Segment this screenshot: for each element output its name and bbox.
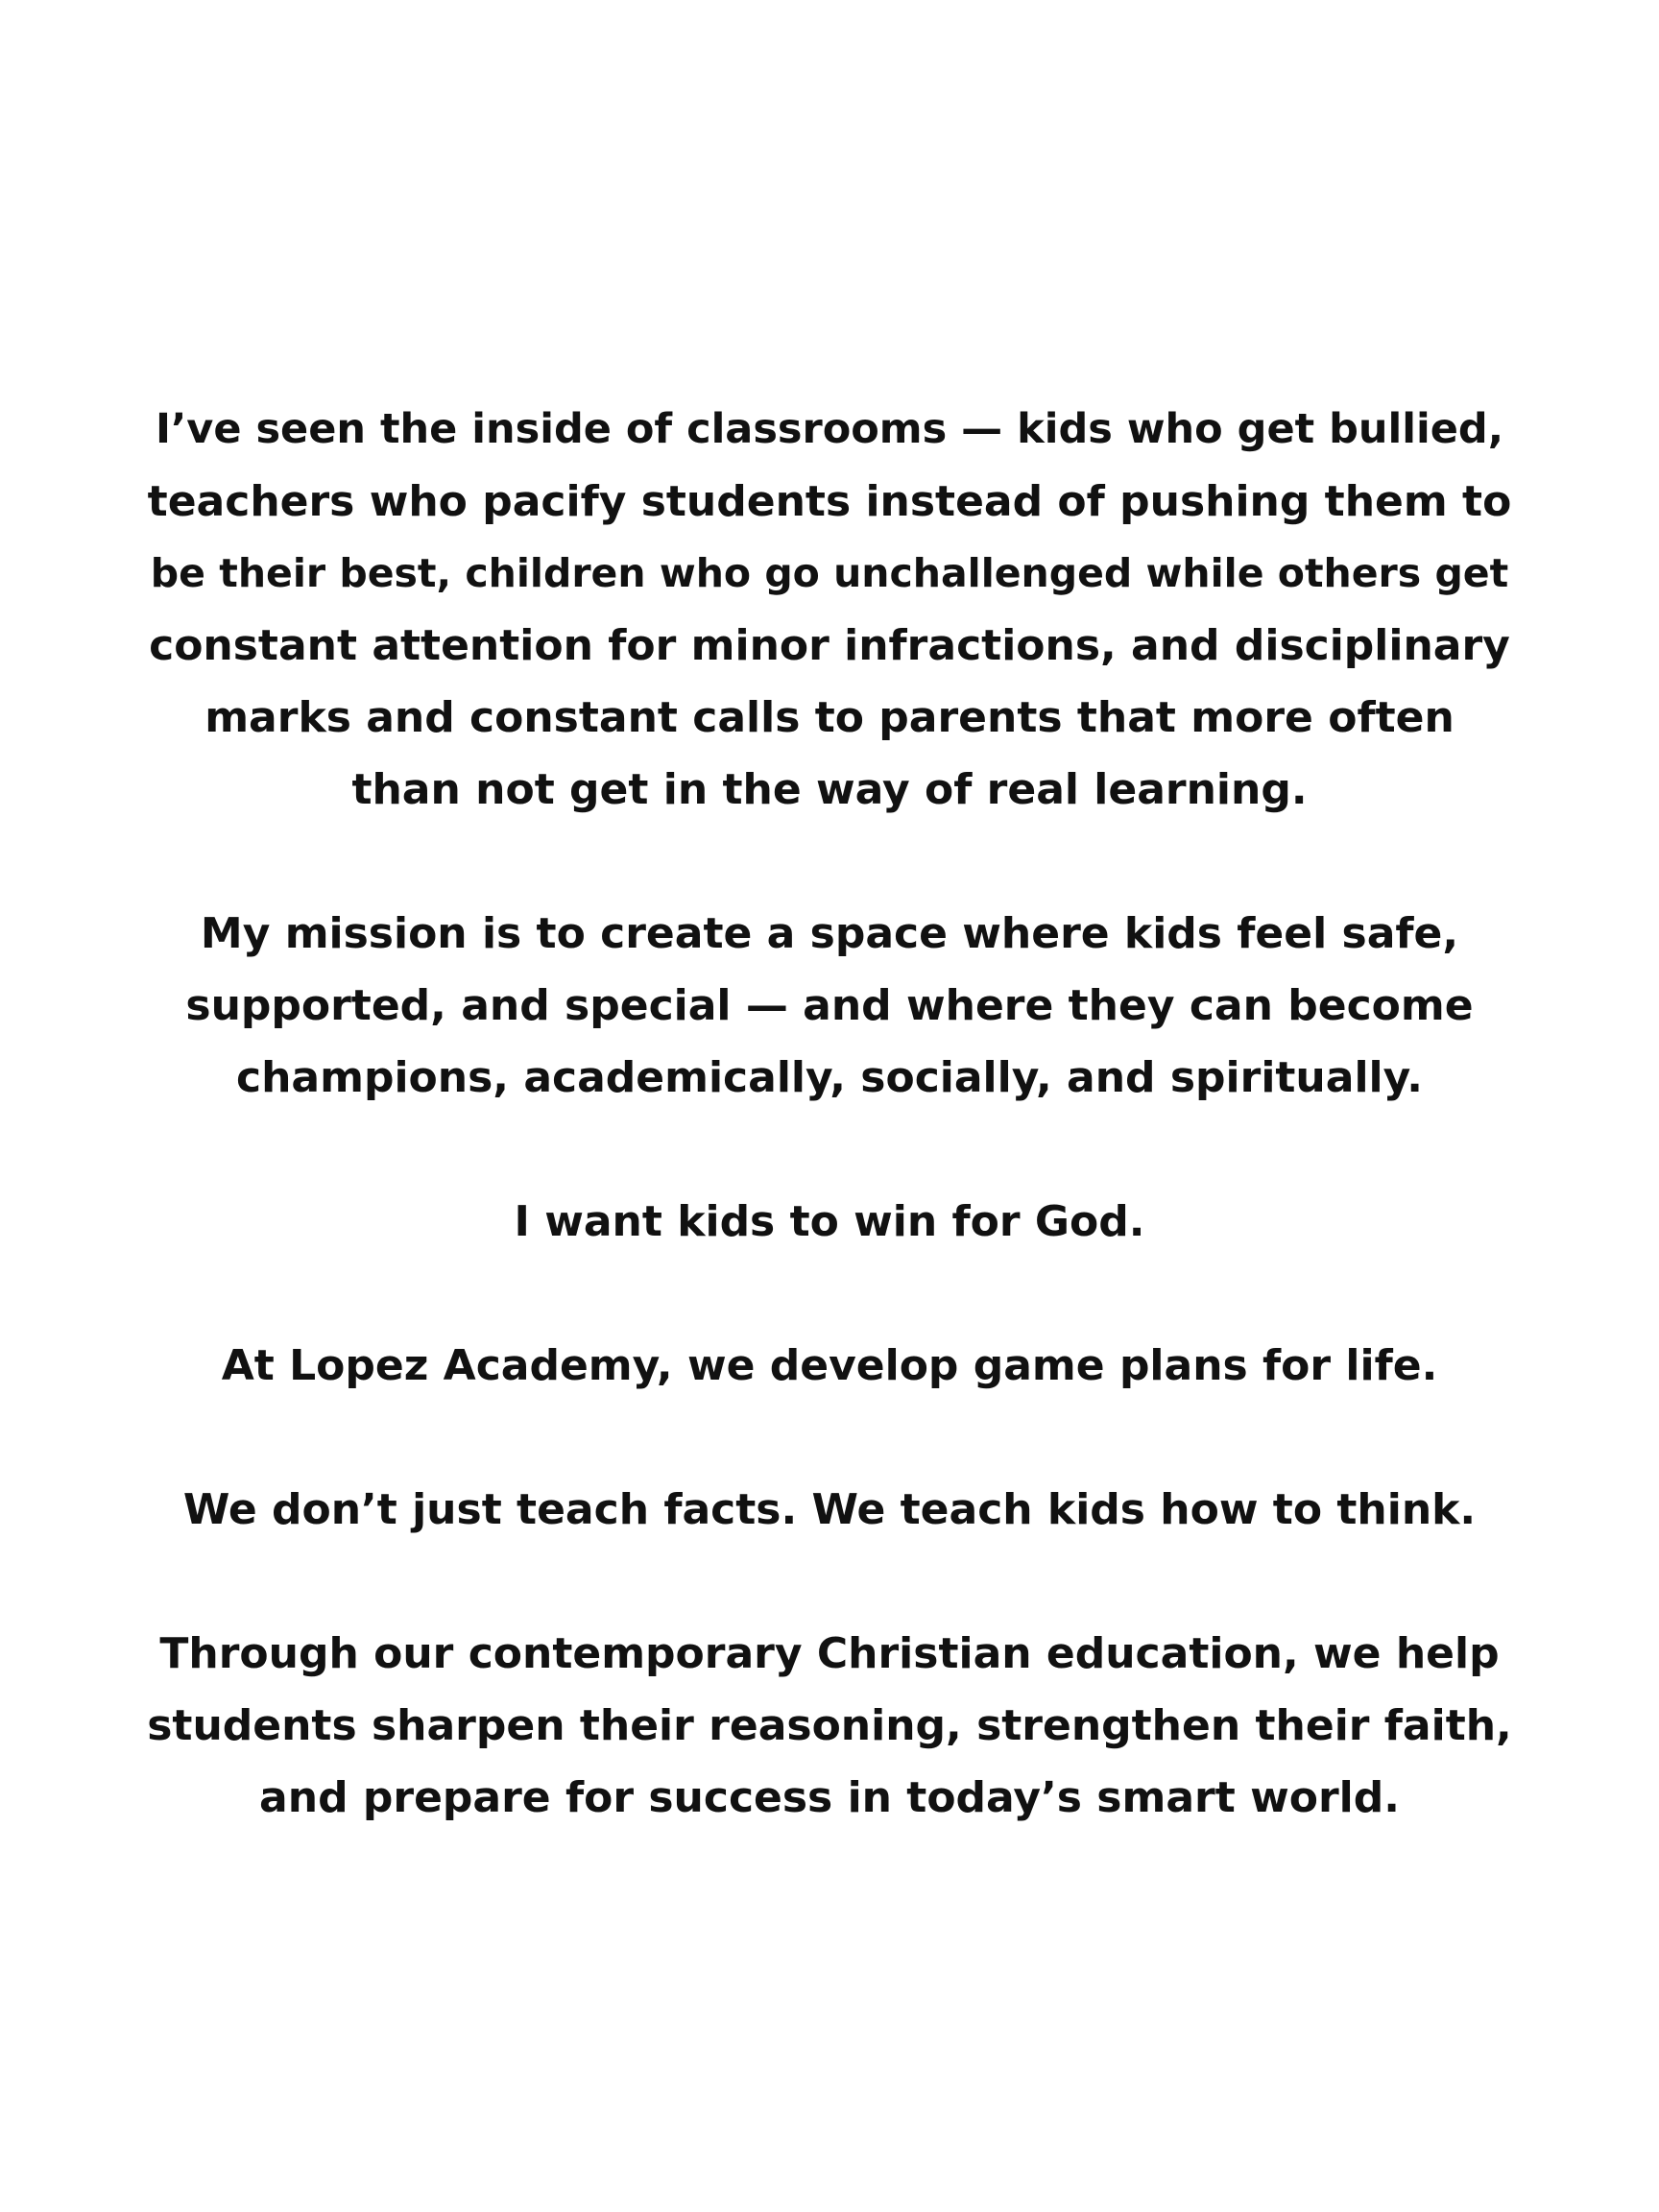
text-line: teachers who pacify students instead of pushing them to xyxy=(147,477,1512,526)
text-line: My mission is to create a space where kids feel safe, xyxy=(200,909,1459,958)
paragraph-how-to-think xyxy=(144,1474,1515,1546)
text-line: I want kids to win for God. xyxy=(514,1197,1145,1246)
paragraph-classroom-experience xyxy=(144,394,1515,826)
paragraph-spacer xyxy=(144,826,1515,898)
text-line: champions, academically, socially, and spiritually. xyxy=(236,1053,1423,1102)
text-line: marks and constant calls to parents that more often xyxy=(204,693,1455,742)
paragraph-christian-education xyxy=(144,1618,1515,1834)
paragraph-game-plans xyxy=(144,1330,1515,1402)
mission-statement xyxy=(144,394,1515,1834)
text-line: We don’t just teach facts. We teach kids how to think. xyxy=(182,1485,1477,1534)
paragraph-spacer xyxy=(144,1258,1515,1330)
text-line: I’ve seen the inside of classrooms — kids who get bullied, xyxy=(155,405,1504,453)
text-line: Through our contemporary Christian education, we help xyxy=(159,1629,1500,1678)
paragraph-spacer xyxy=(144,1546,1515,1618)
text-line: students sharpen their reasoning, strengthen their faith, xyxy=(147,1701,1512,1750)
text-line: constant attention for minor infractions, and disciplinary xyxy=(149,621,1510,670)
paragraph-spacer xyxy=(144,1402,1515,1474)
paragraph-win-for-god xyxy=(144,1186,1515,1258)
text-line: supported, and special — and where they can become xyxy=(185,981,1474,1030)
text-line: and prepare for success in today’s smart world. xyxy=(259,1773,1400,1822)
text-line: be their best, children who go unchallenged while others get xyxy=(150,550,1509,596)
paragraph-spacer xyxy=(144,1114,1515,1186)
text-line: At Lopez Academy, we develop game plans for life. xyxy=(221,1341,1438,1390)
text-line: than not get in the way of real learning. xyxy=(351,765,1308,814)
paragraph-mission xyxy=(144,898,1515,1114)
